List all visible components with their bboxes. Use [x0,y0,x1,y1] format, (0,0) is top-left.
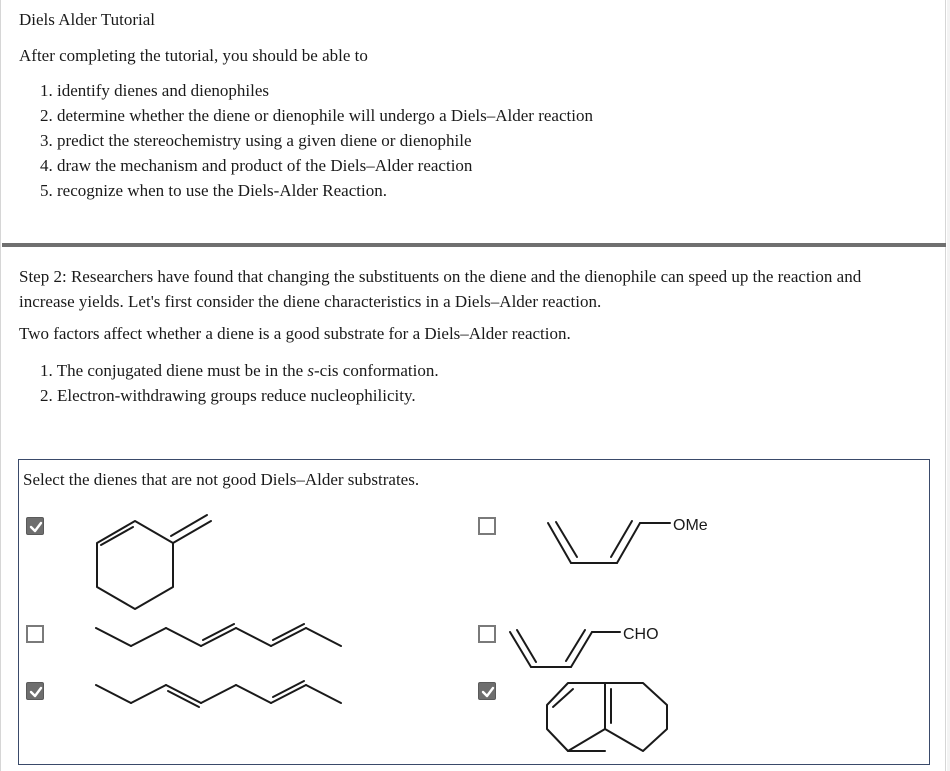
factor-text-pre: 1. The conjugated diene must be in the [40,361,308,380]
intro-text: After completing the tutorial, you should be able to [19,46,368,65]
objective-item: 4. draw the mechanism and product of the Diels–Alder reaction [40,156,473,175]
question-box [18,459,930,765]
question-prompt: Select the dienes that are not good Diels–Alder substrates. [23,470,420,489]
substituent-cho: CHO [623,626,659,643]
factor-italic-s: s [307,361,314,380]
section-divider [2,243,946,247]
objective-item: 5. recognize when to use the Diels-Alder Reaction. [40,181,387,200]
factors-intro: Two factors affect whether a diene is a good substrate for a Diels–Alder reaction. [19,324,571,343]
objective-item: 2. determine whether the diene or dienophile will undergo a Diels–Alder reaction [40,106,593,125]
option-checkbox-3[interactable] [26,625,44,643]
step2-text: Step 2: Researchers have found that changing the substituents on the diene and the dienophile can speed up the reaction and increase yields. Let's first consider the diene characteristics in a Diels–Alder reaction. [19,267,862,311]
checkmark-icon [481,685,495,699]
factor-item: 2. Electron-withdrawing groups reduce nucleophilicity. [40,386,416,405]
option-checkbox-5[interactable] [26,682,44,700]
factor-text-post: -cis conformation. [314,361,439,380]
objective-item: 1. identify dienes and dienophiles [40,81,269,100]
factor-item [40,358,439,383]
objective-item: 3. predict the stereochemistry using a given diene or dienophile [40,131,472,150]
option-checkbox-1[interactable] [26,517,44,535]
page-title: Diels Alder Tutorial [19,10,156,29]
option-checkbox-6[interactable] [478,682,496,700]
substituent-ome: OMe [673,517,708,534]
option-checkbox-2[interactable] [478,517,496,535]
checkmark-icon [29,520,43,534]
option-checkbox-4[interactable] [478,625,496,643]
objectives-list [40,78,593,203]
checkmark-icon [29,685,43,699]
factors-list [40,358,439,408]
